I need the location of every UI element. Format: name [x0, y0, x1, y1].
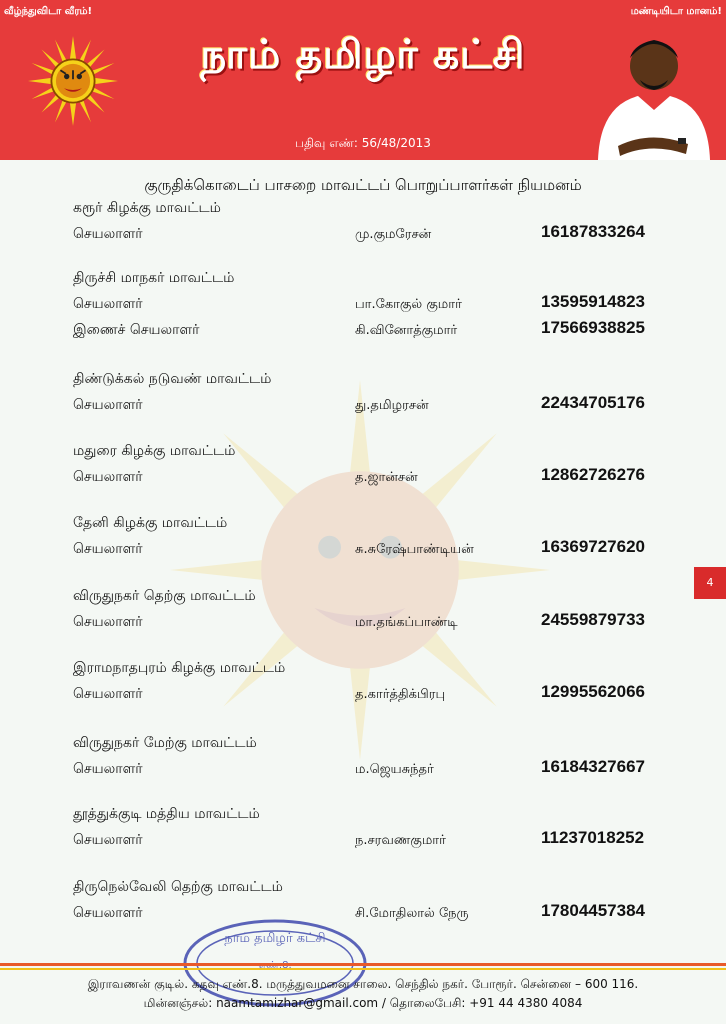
appointee-phone: 16187833264: [541, 222, 646, 241]
svg-text:நாம் தமிழர் கட்சி: நாம் தமிழர் கட்சி: [224, 931, 326, 946]
district-entry: [73, 588, 663, 636]
appointee-name: மா.தங்கப்பாண்டி: [355, 615, 458, 630]
appointee-role: செயலாளர்: [73, 905, 143, 921]
appointee-row: [73, 318, 663, 344]
appointee-name: த.கார்த்திக்பிரபு: [355, 687, 446, 702]
party-name: நாம் தமிழர் கட்சி: [200, 32, 526, 78]
footer-divider-yellow: [0, 968, 726, 970]
appointee-phone: 16184327667: [541, 757, 646, 776]
page-number: 4: [694, 567, 726, 599]
appointee-name: சு.சுரேஷ்பாண்டியன்: [355, 542, 474, 557]
appointee-row: [73, 757, 663, 783]
appointee-phone: 13595914823: [541, 292, 646, 311]
appointee-phone: 16369727620: [541, 537, 646, 556]
appointee-phone: 24559879733: [541, 610, 646, 629]
district-name: கரூர் கிழக்கு மாவட்டம்: [73, 200, 221, 216]
appointee-phone: 17566938825: [541, 318, 646, 337]
appointee-role: செயலாளர்: [73, 397, 143, 413]
appointee-row: [73, 393, 663, 419]
appointee-role: செயலாளர்: [73, 832, 143, 848]
district-name: திருச்சி மாநகர் மாவட்டம்: [73, 270, 235, 286]
appointee-row: [73, 465, 663, 491]
appointee-role: செயலாளர்: [73, 761, 143, 777]
appointee-role: இணைச் செயலாளர்: [73, 322, 200, 338]
appointee-role: செயலாளர்: [73, 469, 143, 485]
appointee-phone: 12862726276: [541, 465, 646, 484]
registration-number: பதிவு எண்: 56/48/2013: [295, 136, 431, 150]
appointee-name: து.தமிழரசன்: [355, 398, 429, 413]
appointee-phone: 22434705176: [541, 393, 646, 412]
appointee-row: [73, 292, 663, 318]
footer-divider-orange: [0, 963, 726, 966]
appointee-row: [73, 610, 663, 636]
district-name: திருநெல்வேலி தெற்கு மாவட்டம்: [73, 879, 283, 895]
appointee-role: செயலாளர்: [73, 541, 143, 557]
appointee-row: [73, 537, 663, 563]
appointee-row: [73, 682, 663, 708]
appointee-name: ந.சரவணகுமார்: [355, 833, 446, 848]
district-name: இராமநாதபுரம் கிழக்கு மாவட்டம்: [73, 660, 286, 676]
appointee-phone: 17804457384: [541, 901, 646, 920]
appointee-name: த.ஜான்சன்: [355, 470, 418, 485]
appointee-phone: 12995562066: [541, 682, 646, 701]
appointee-row: [73, 222, 663, 248]
district-entry: [73, 660, 663, 708]
appointee-role: செயலாளர்: [73, 226, 143, 242]
appointee-role: செயலாளர்: [73, 614, 143, 630]
right-tagline: மண்டியிடா மானம்!: [630, 6, 722, 17]
appointee-name: ம.ஜெயசுந்தர்: [355, 762, 434, 777]
district-entry: [73, 443, 663, 491]
appointee-role: செயலாளர்: [73, 296, 143, 312]
footer-address: இராவணன் குடில். கதவு எண்.8. மருத்துவமனை சாலை. செந்தில் நகர். போரூர். சென்னை – 600 116.: [87, 977, 639, 991]
left-tagline: வீழ்ந்துவிடா வீரம்!: [4, 6, 93, 17]
district-name: தூத்துக்குடி மத்திய மாவட்டம்: [73, 806, 260, 822]
appointee-name: மு.குமரேசன்: [355, 227, 432, 242]
district-name: மதுரை கிழக்கு மாவட்டம்: [73, 443, 236, 459]
page-title: குருதிக்கொடைப் பாசறை மாவட்டப் பொறுப்பாளர்கள் நியமனம்: [144, 176, 582, 194]
appointee-row: [73, 828, 663, 854]
district-entry: [73, 270, 663, 344]
district-name: விருதுநகர் தெற்கு மாவட்டம்: [73, 588, 256, 604]
appointee-name: பா.கோகுல் குமார்: [355, 297, 462, 312]
appointee-phone: 11237018252: [541, 828, 645, 847]
appointee-name: கி.வினோத்குமார்: [355, 323, 458, 338]
district-name: திண்டுக்கல் நடுவண் மாவட்டம்: [73, 371, 272, 387]
appointee-name: சி.மோதிலால் நேரு: [355, 906, 469, 921]
header-banner: [0, 0, 726, 160]
footer-contact: மின்னஞ்சல்: naamtamizhar@gmail.com / தொலைபேசி: +91 44 4380 4084: [143, 996, 583, 1010]
district-entry: [73, 200, 663, 248]
district-entry: [73, 371, 663, 419]
appointee-role: செயலாளர்: [73, 686, 143, 702]
district-entry: [73, 806, 663, 854]
leader-portrait: [590, 18, 716, 160]
district-name: தேனி கிழக்கு மாவட்டம்: [73, 515, 228, 531]
district-name: விருதுநகர் மேற்கு மாவட்டம்: [73, 735, 257, 751]
district-entry: [73, 515, 663, 563]
district-entry: [73, 735, 663, 783]
